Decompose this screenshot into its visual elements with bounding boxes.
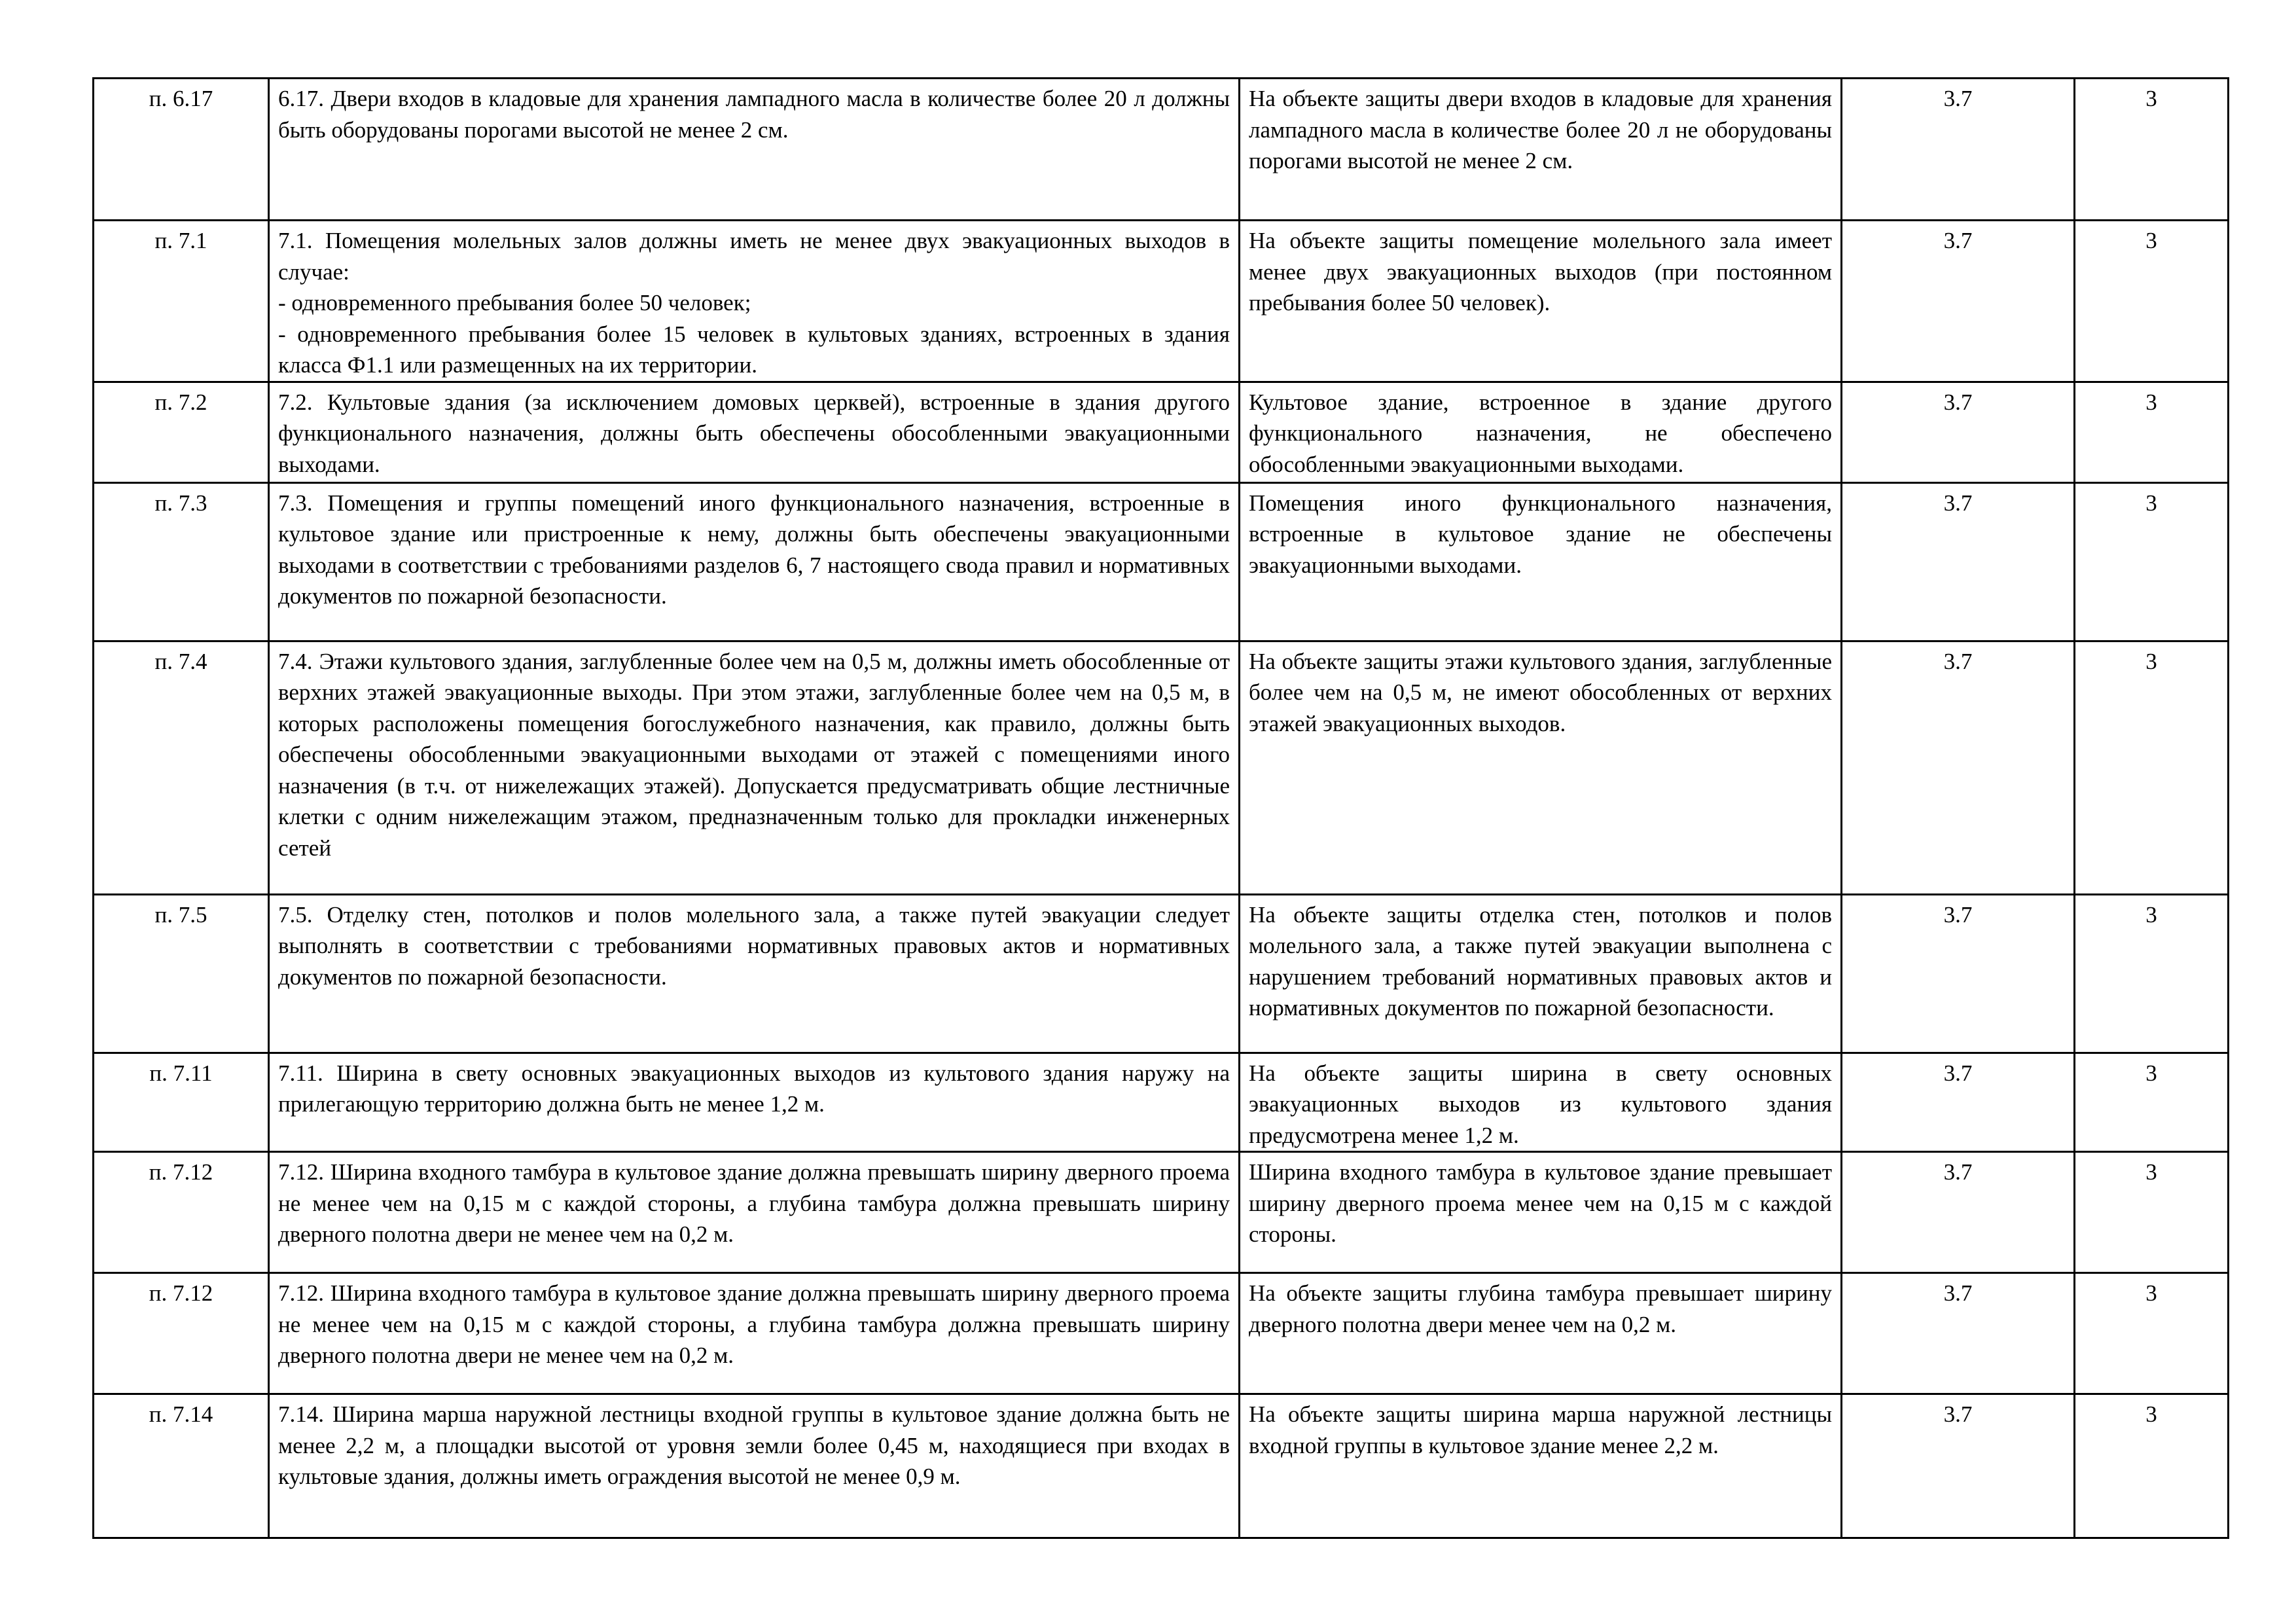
requirement-text bbox=[269, 482, 1240, 641]
requirement-paragraph: 7.14. Ширина марша наружной лестницы входной группы в культовое здание должна быть не менее 2,2 м, а площадки высотой от уровня земли более 0,45 м, находящиеся при входах в культовые здания, должны иметь ограждения высотой не менее 0,9 м. bbox=[278, 1401, 1230, 1489]
score-value: 3 bbox=[2075, 79, 2229, 221]
table-row bbox=[94, 482, 2229, 641]
requirement-paragraph: 7.5. Отделку стен, потолков и полов молельного зала, а также путей эвакуации следует выполнять в соответствии с требованиями нормативных правовых актов и нормативных документов по пожарной безопасности. bbox=[278, 901, 1230, 990]
requirement-text bbox=[269, 1053, 1240, 1152]
clause-ref: п. 7.11 bbox=[94, 1053, 269, 1152]
clause-ref: п. 7.3 bbox=[94, 482, 269, 641]
article-code: 3.7 bbox=[1842, 1152, 2075, 1273]
violation-paragraph: На объекте защиты двери входов в кладовые для хранения лампадного масла в количестве более 20 л не оборудованы порогами высотой не менее 2 см. bbox=[1249, 86, 1832, 173]
article-code: 3.7 bbox=[1842, 382, 2075, 482]
violation-paragraph: На объекте защиты этажи культового здания, заглубленные более чем на 0,5 м, не имеют обособленных от верхних этажей эвакуационных выходов. bbox=[1249, 648, 1832, 736]
table-body bbox=[94, 79, 2229, 1538]
violation-paragraph: Помещения иного функционального назначения, встроенные в культовое здание не обеспечены эвакуационными выходами. bbox=[1249, 490, 1832, 578]
table-row bbox=[94, 894, 2229, 1053]
article-code: 3.7 bbox=[1842, 894, 2075, 1053]
clause-ref: п. 7.12 bbox=[94, 1273, 269, 1394]
table-row bbox=[94, 221, 2229, 382]
violation-paragraph: На объекте защиты отделка стен, потолков и полов молельного зала, а также путей эвакуации выполнена с нарушением требований нормативных правовых актов и нормативных документов по пожарной безопасности. bbox=[1249, 901, 1832, 1020]
article-code: 3.7 bbox=[1842, 1394, 2075, 1538]
requirement-paragraph: 7.12. Ширина входного тамбура в культовое здание должна превышать ширину дверного проема не менее чем на 0,15 м с каждой стороны, а глубина тамбура должна превышать ширину дверного полотна двери не менее чем на 0,2 м. bbox=[278, 1280, 1230, 1368]
table-row bbox=[94, 1053, 2229, 1152]
requirement-text bbox=[269, 221, 1240, 382]
violation-paragraph: На объекте защиты ширина в свету основных эвакуационных выходов из культового здания предусмотрена менее 1,2 м. bbox=[1249, 1060, 1832, 1148]
table-row bbox=[94, 79, 2229, 221]
violation-text bbox=[1240, 221, 1842, 382]
violation-text bbox=[1240, 1053, 1842, 1152]
violation-text bbox=[1240, 641, 1842, 894]
violation-text bbox=[1240, 894, 1842, 1053]
clause-ref: п. 7.12 bbox=[94, 1152, 269, 1273]
article-code: 3.7 bbox=[1842, 221, 2075, 382]
violation-text bbox=[1240, 482, 1842, 641]
requirements-table-container bbox=[92, 77, 2227, 1539]
article-code: 3.7 bbox=[1842, 641, 2075, 894]
violation-text bbox=[1240, 1152, 1842, 1273]
article-code: 3.7 bbox=[1842, 482, 2075, 641]
score-value: 3 bbox=[2075, 382, 2229, 482]
score-value: 3 bbox=[2075, 1152, 2229, 1273]
score-value: 3 bbox=[2075, 1273, 2229, 1394]
score-value: 3 bbox=[2075, 1053, 2229, 1152]
score-value: 3 bbox=[2075, 1394, 2229, 1538]
violation-paragraph: Ширина входного тамбура в культовое здание превышает ширину дверного проема менее чем на 0,15 м с каждой стороны. bbox=[1249, 1159, 1832, 1247]
requirement-text bbox=[269, 641, 1240, 894]
violation-paragraph: На объекте защиты помещение молельного зала имеет менее двух эвакуационных выходов (при постоянном пребывания более 50 человек). bbox=[1249, 228, 1832, 316]
requirement-paragraph: - одновременного пребывания более 50 человек; bbox=[278, 290, 751, 316]
violation-text bbox=[1240, 1273, 1842, 1394]
table-row bbox=[94, 641, 2229, 894]
requirement-text bbox=[269, 894, 1240, 1053]
clause-ref: п. 7.4 bbox=[94, 641, 269, 894]
violation-text bbox=[1240, 382, 1842, 482]
clause-ref: п. 7.5 bbox=[94, 894, 269, 1053]
clause-ref: п. 7.1 bbox=[94, 221, 269, 382]
requirement-paragraph: - одновременного пребывания более 15 человек в культовых зданиях, встроенных в здания класса Ф1.1 или размещенных на их территории. bbox=[278, 321, 1230, 378]
requirements-table bbox=[92, 77, 2229, 1539]
table-row bbox=[94, 382, 2229, 482]
score-value: 3 bbox=[2075, 641, 2229, 894]
table-row bbox=[94, 1273, 2229, 1394]
requirement-paragraph: 7.11. Ширина в свету основных эвакуационных выходов из культового здания наружу на прилегающую территорию должна быть не менее 1,2 м. bbox=[278, 1060, 1230, 1117]
table-row bbox=[94, 1394, 2229, 1538]
score-value: 3 bbox=[2075, 221, 2229, 382]
requirement-paragraph: 6.17. Двери входов в кладовые для хранения лампадного масла в количестве более 20 л должны быть оборудованы порогами высотой не менее 2 см. bbox=[278, 86, 1230, 143]
table-row bbox=[94, 1152, 2229, 1273]
requirement-paragraph: 7.1. Помещения молельных залов должны иметь не менее двух эвакуационных выходов в случае: bbox=[278, 228, 1230, 285]
requirement-text bbox=[269, 1394, 1240, 1538]
score-value: 3 bbox=[2075, 482, 2229, 641]
violation-paragraph: На объекте защиты ширина марша наружной лестницы входной группы в культовое здание менее 2,2 м. bbox=[1249, 1401, 1832, 1458]
clause-ref: п. 6.17 bbox=[94, 79, 269, 221]
requirement-text bbox=[269, 79, 1240, 221]
score-value: 3 bbox=[2075, 894, 2229, 1053]
clause-ref: п. 7.2 bbox=[94, 382, 269, 482]
article-code: 3.7 bbox=[1842, 1053, 2075, 1152]
requirement-text bbox=[269, 382, 1240, 482]
violation-paragraph: Культовое здание, встроенное в здание другого функционального назначения, не обеспечено обособленными эвакуационными выходами. bbox=[1249, 389, 1832, 477]
article-code: 3.7 bbox=[1842, 79, 2075, 221]
requirement-text bbox=[269, 1273, 1240, 1394]
violation-text bbox=[1240, 1394, 1842, 1538]
violation-paragraph: На объекте защиты глубина тамбура превышает ширину дверного полотна двери менее чем на 0,2 м. bbox=[1249, 1280, 1832, 1337]
violation-text bbox=[1240, 79, 1842, 221]
requirement-paragraph: 7.12. Ширина входного тамбура в культовое здание должна превышать ширину дверного проема не менее чем на 0,15 м с каждой стороны, а глубина тамбура должна превышать ширину дверного полотна двери не менее чем на 0,2 м. bbox=[278, 1159, 1230, 1247]
requirement-paragraph: 7.2. Культовые здания (за исключением домовых церквей), встроенные в здания другого функционального назначения, должны быть обеспечены обособленными эвакуационными выходами. bbox=[278, 389, 1230, 477]
requirement-text bbox=[269, 1152, 1240, 1273]
requirement-paragraph: 7.4. Этажи культового здания, заглубленные более чем на 0,5 м, должны иметь обособленные от верхних этажей эвакуационные выходы. При этом этажи, заглубленные более чем на 0,5 м, в которых расположены помещения богослужебного назначения, как правило, должны быть обеспечены обособленными эвакуационными выходами от этажей с помещениями иного назначения (в т.ч. от нижележащих этажей). Допускается предусматривать общие лестничные клетки с одним нижележащим этажом, предназначенным только для прокладки инженерных сетей bbox=[278, 648, 1230, 861]
article-code: 3.7 bbox=[1842, 1273, 2075, 1394]
clause-ref: п. 7.14 bbox=[94, 1394, 269, 1538]
requirement-paragraph: 7.3. Помещения и группы помещений иного функционального назначения, встроенные в культовое здание или пристроенные к нему, должны быть обеспечены эвакуационными выходами в соответствии с требованиями разделов 6, 7 настоящего свода правил и нормативных документов по пожарной безопасности. bbox=[278, 490, 1230, 609]
